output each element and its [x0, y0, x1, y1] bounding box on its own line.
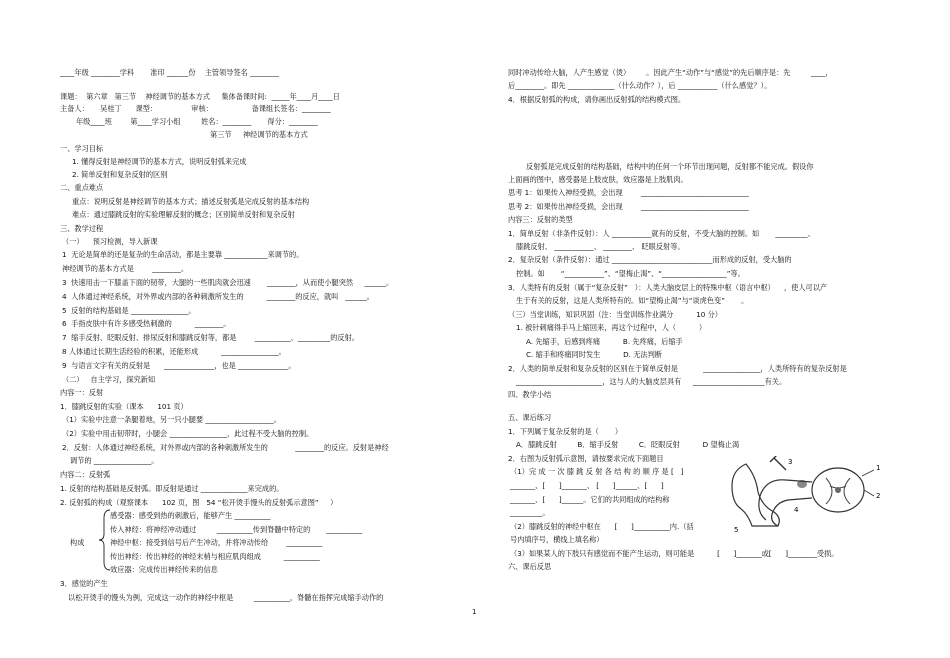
right-line: 后________。即先 _____________（什么动作？），后 ___________（什么感觉？）。: [508, 81, 772, 90]
left-line: 内容一：反射: [60, 388, 104, 397]
left-line: 三、教学过程: [60, 224, 104, 233]
right-line: A．膝跳反射 B．缩手反射 C．眨眼反射 D 望梅止渴: [516, 440, 740, 449]
right-line: 膝跳反射、 ___________、 ________、 眨眼反射等。: [516, 242, 685, 251]
left-line: 第三节 神经调节的基本方式: [210, 130, 308, 139]
right-line: 1．下列属于复杂反射的是（ ）: [508, 427, 623, 436]
left-line: 1. 懂得反射是神经调节的基本方式，说明反射弧来完成: [72, 157, 247, 166]
right-line: _________。: [510, 508, 550, 517]
left-line: 内容二：反射弧: [60, 470, 111, 479]
left-line: 以松开烫手的馒头为例，完成这一动作的神经中枢是 __________，脊髓在指挥完成缩手动作的: [68, 593, 384, 602]
right-line: 号内填序号，横线上填名称）: [510, 535, 604, 544]
right-line: 1. 被针刺痛得手马上缩回来，再这个过程中，人（ ）: [516, 323, 707, 332]
left-line: 8 人体通过长期生活经验的积累，还能形成 ________________。: [62, 347, 286, 356]
right-line: 五、课后练习: [508, 413, 552, 422]
left-line: 一、学习目标: [60, 144, 104, 153]
page-number: 1: [472, 608, 477, 616]
figure-label-3: 3: [788, 458, 793, 466]
left-line: 5 反射的结构基础是 ________________。: [62, 306, 196, 315]
right-line: 生于有关的反射，这是人类所特有的。如“望梅止渴”与“谈虎色变” 。: [516, 296, 749, 305]
left-line: 3．感觉的产生: [60, 579, 108, 588]
right-line: 反射弧是完成反射的结构基础，结构中的任何一个环节出现问题，反射都不能完成。假设你: [526, 162, 814, 171]
left-line: 1. 反射的结构基础是反射弧。即反射是通过 _____________来完成的。: [60, 484, 284, 493]
left-line: 感受器：感受到热的刺激后，能够产生 __________: [110, 511, 271, 520]
left-line: 主备人： 吴桂丁 课型： 审核： 备课组长签名：________: [60, 104, 331, 113]
right-line: 控制。如 “___________”、“望梅止渴”、“__________________”等。: [516, 269, 745, 278]
left-line: 3 快速用击一下膝盖下面的韧带，大腿的一些肌肉就会迅速 ________，从而使小腿突然 ______。: [62, 278, 394, 287]
figure-label-2: 2: [876, 492, 881, 500]
left-line: 神经调节的基本方式是 ________。: [62, 264, 189, 273]
right-line: 2．复杂反射（条件反射）：通过 ____________________________而形成的反射，受大脑的: [508, 255, 792, 264]
left-line: （二） 自主学习，探究新知: [62, 375, 156, 384]
right-line: 六、课后反思: [508, 562, 552, 571]
right-line: 上面画的图中，感受器是上肢皮肤，效应器是上肢肌肉。: [508, 175, 688, 184]
figure-label-4: 4: [794, 506, 799, 514]
right-line: A. 先缩手，后感到疼痛 B. 先疼痛，后缩手: [526, 337, 683, 346]
right-line: 2．人类的简单反射和复杂反射的区别在于简单反射是 ________________，人类所特有的复杂反射是: [508, 364, 847, 373]
left-line: 效应器：完成传出神经传来的信息: [110, 565, 218, 574]
left-line: 2. 反射弧的构成（观察课本 102 页，图 54 “松开烫手馒头的反射弧示意图” ）: [60, 498, 338, 507]
left-line: 1 无论是简单的还是复杂的生命活动，都是主要靠 ____________来调节的。: [62, 250, 304, 259]
reflex-arc-diagram: [726, 456, 908, 534]
left-line: 二、重点难点: [60, 183, 104, 192]
left-line: 传出神经：传出神经的神经末梢与相应肌肉组成 __________: [110, 552, 320, 561]
left-line: 2．反射：人体通过神经系统，对外界或内部的各种刺激所发生的 ________的反应。反射是神经: [62, 443, 389, 452]
right-line: 2．右图为反射弧示意图，请按要求完成下面题目: [508, 454, 664, 463]
left-line: 4 人体通过神经系统，对外界或内部的各种刺激所发生的 ________的反应，就叫 ______。: [62, 292, 374, 301]
right-line: _______、[ ]______。它们的共同组成的结构称: [510, 495, 670, 504]
right-line: 同时冲动传给大脑，人产生感觉（烫） 。因此产生“动作”与“感觉”的先后顺序是：先 ____，: [508, 68, 833, 77]
left-line: 课题： 第六章 第三节 神经调节的基本方式 集体备课时间: _____年____月____日: [60, 92, 340, 101]
left-line: （2）实验中用击韧带时，小腿会 ________________，此过程不受大脑的控制。: [62, 429, 314, 438]
left-line: 6 手指皮肤中有许多感受热刺激的 ________。: [62, 319, 231, 328]
right-line: _______、[ ]_______、 [ ]______、[ ]: [510, 481, 664, 490]
right-line: 思考 2：如果传出神经受损，会出现 ______________________________: [508, 202, 749, 211]
left-line: 调节的 ________________。: [70, 456, 159, 465]
right-line: 内容三：反射的类型: [508, 215, 573, 224]
left-line: 难点：通过膝跳反射的实验理解反射的概念；区别简单反射和复杂反射: [72, 210, 295, 219]
left-line: 1．膝跳反射的实验（课本 101 页）: [60, 402, 188, 411]
left-line: 重点：说明反射是神经调节的基本方式；描述反射弧是完成反射的基本结构: [72, 197, 310, 206]
right-line: 4．根据反射弧的构成，请你画出反射弧的结构模式图。: [508, 95, 686, 104]
right-line: （1）完 成 一 次 膝 跳 反 射 各 结 构 的 顺 序 是 [ ]: [510, 467, 684, 476]
composition-brace: [98, 508, 112, 572]
left-line: ____年级 ________学科 准印 ______份 主管领导签名 ________: [60, 68, 279, 77]
right-line: 四、教学小结: [508, 390, 552, 399]
left-line: 神经中枢：接受到信号后产生冲动，并将冲动传给 __________: [110, 538, 323, 547]
left-line: 7 缩手反射、眨眼反射、排尿反射和膝跳反射等，都是 __________、_________的反射。: [62, 333, 359, 342]
left-line: 传入神经：将神经冲动通过 __________传到脊髓中特定的 __________: [110, 525, 363, 534]
figure-label-5: 5: [734, 526, 739, 534]
left-line: （一） 预习检测，导入新课: [62, 237, 158, 246]
right-line: 思考 1：如果传入神经受损，会出现 ______________________________: [508, 188, 749, 197]
figure-label-1: 1: [876, 464, 881, 472]
right-line: C. 缩手和疼痛同时发生 D. 无法判断: [526, 350, 662, 359]
right-line: （三）当堂训练，知识巩固（注：当堂训练作业满分 10 分）: [508, 310, 722, 319]
left-line: 年级____班 第____学习小组 姓名：________ 得分：________: [60, 117, 318, 126]
left-line: 9 与语言文字有关的反射是 ______________，也是 ______________。: [62, 361, 296, 370]
right-line: 1．简单反射（非条件反射）：人 ___________就有的反射，不受大脑的控制。如 _________、: [508, 229, 815, 238]
right-line: 3．人类特有的反射（属于“复杂反射” ）：人类大脑皮层上的特殊中枢（语言中枢） ，使人可以产: [508, 283, 828, 292]
left-line: 2. 简单反射和复杂反射的区别: [72, 170, 168, 179]
left-line: 构成: [70, 538, 85, 547]
right-line: ________________________，这与人的大脑皮层具有 ____________________有关。: [516, 377, 787, 386]
right-line: （3）如果某人的下肢只有感觉而不能产生运动，则可能是 [ ]_______或[ ]________受损。: [510, 549, 839, 558]
left-line: （1）实验中注意一条腿着地，另一只小腿要 ___________________。: [62, 415, 281, 424]
right-line: （2）膝跳反射的神经中枢在 [ ]__________内.（括: [510, 522, 694, 531]
